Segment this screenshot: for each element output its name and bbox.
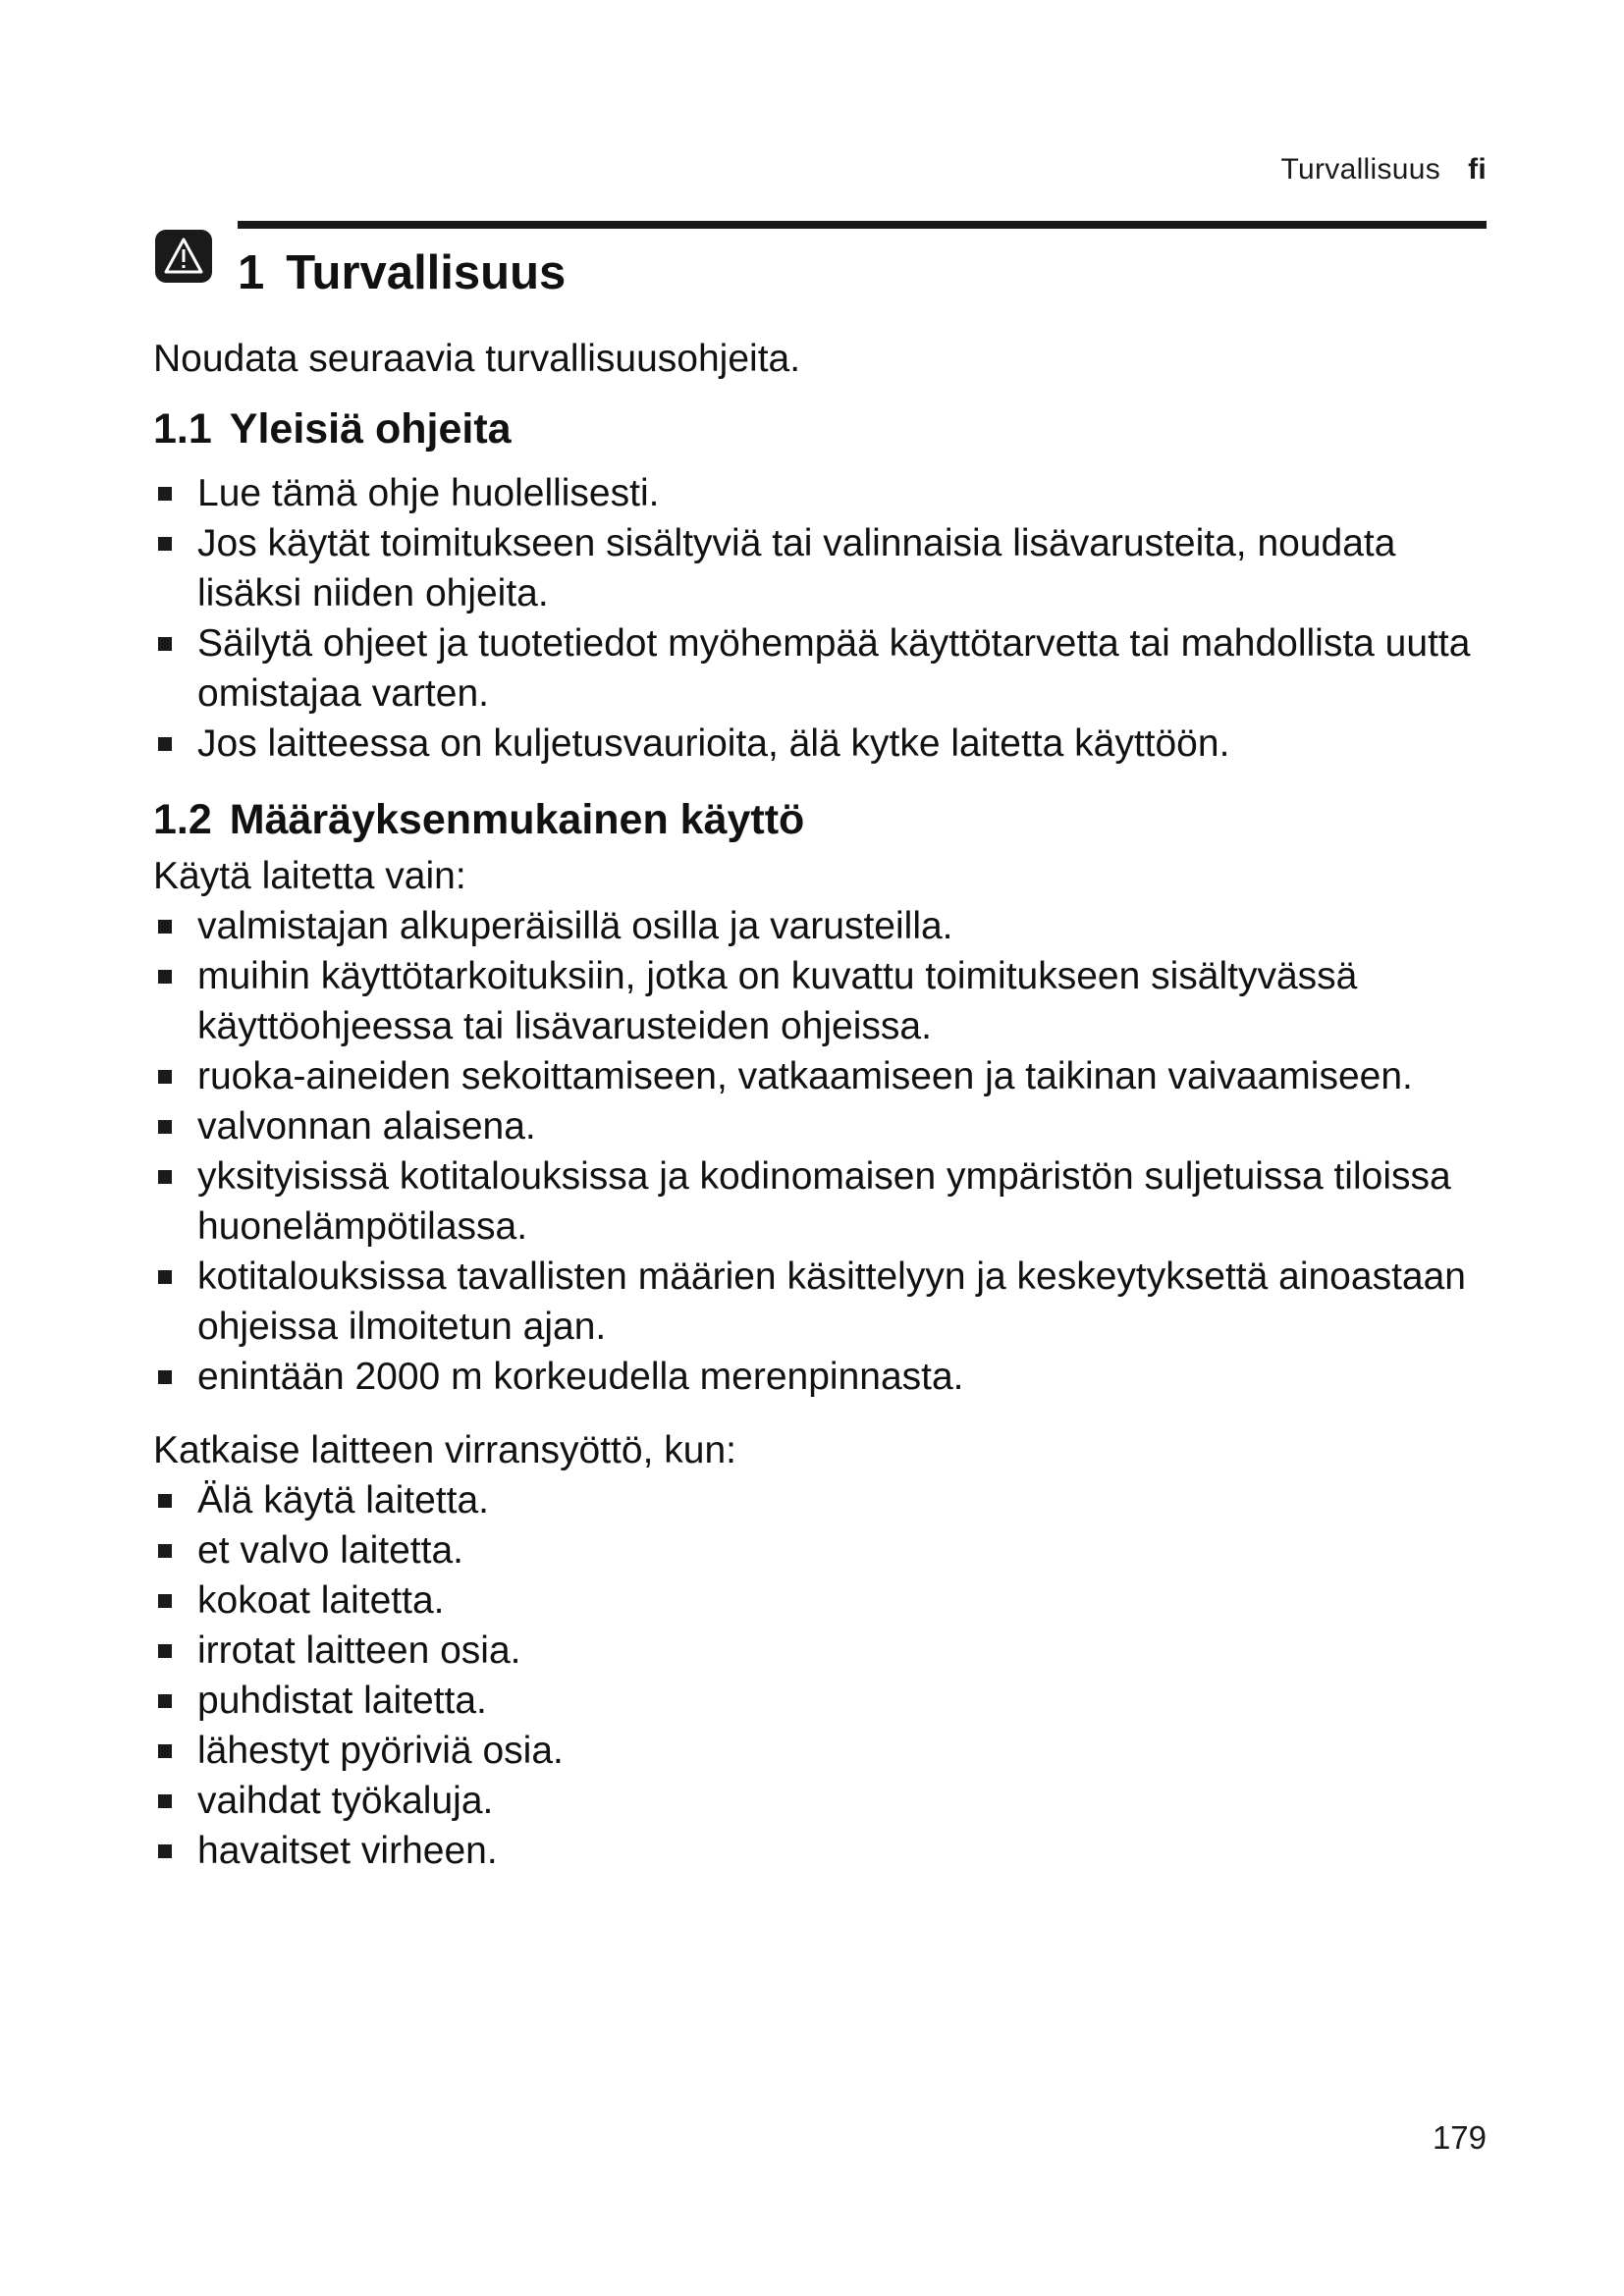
running-header-section: Turvallisuus: [1280, 153, 1441, 186]
list-item: puhdistat laitetta.: [153, 1676, 1489, 1726]
general-instructions-list: [153, 468, 1489, 769]
list-item: irrotat laitteen osia.: [153, 1626, 1489, 1676]
language-code: fi: [1468, 153, 1487, 186]
list-item: Jos laitteessa on kuljetusvaurioita, älä kytke laitetta käyttöön.: [153, 719, 1489, 769]
section-heading-general: [153, 401, 1489, 456]
list-item: valvonnan alaisena.: [153, 1101, 1489, 1151]
list-item: muihin käyttötarkoituksiin, jotka on kuvattu toimitukseen sisältyvässä käyttöohjeessa tai lisävarusteiden ohjeissa.: [153, 951, 1489, 1051]
chapter-rule: [238, 221, 1487, 229]
list-item: yksityisissä kotitalouksissa ja kodinomaisen ympäristön suljetuissa tiloissa huonelämpötilassa.: [153, 1151, 1489, 1252]
disconnect-list: [153, 1475, 1489, 1876]
chapter-title-text: Turvallisuus: [286, 246, 567, 299]
section-title: Määräyksenmukainen käyttö: [229, 796, 805, 843]
section-number: 1.1: [153, 405, 212, 453]
chapter-title: [238, 243, 566, 302]
list-item: Säilytä ohjeet ja tuotetiedot myöhempää käyttötarvetta tai mahdollista uutta omistajaa varten.: [153, 618, 1489, 719]
section-number: 1.2: [153, 796, 212, 843]
use-intro: Käytä laitetta vain:: [153, 855, 466, 897]
list-item: Jos käytät toimitukseen sisältyviä tai valinnaisia lisävarusteita, noudata lisäksi niiden ohjeita.: [153, 518, 1489, 618]
list-item: ruoka-aineiden sekoittamiseen, vatkaamiseen ja taikinan vaivaamiseen.: [153, 1051, 1489, 1101]
list-item: havaitset virheen.: [153, 1826, 1489, 1876]
warning-triangle-icon: [153, 228, 214, 285]
list-item: enintään 2000 m korkeudella merenpinnasta.: [153, 1352, 1489, 1402]
running-header: [1281, 153, 1487, 187]
list-item: kotitalouksissa tavallisten määrien käsittelyyn ja keskeytyksettä ainoastaan ohjeissa ilmoitetun ajan.: [153, 1252, 1489, 1352]
page-number: 179: [1432, 2119, 1487, 2156]
list-item: kokoat laitetta.: [153, 1575, 1489, 1626]
chapter-number: 1: [238, 246, 265, 299]
list-item: lähestyt pyöriviä osia.: [153, 1726, 1489, 1776]
chapter-intro: Noudata seuraavia turvallisuusohjeita.: [153, 338, 801, 380]
list-item: et valvo laitetta.: [153, 1525, 1489, 1575]
disconnect-intro: Katkaise laitteen virransyöttö, kun:: [153, 1429, 736, 1471]
section-title: Yleisiä ohjeita: [229, 405, 512, 453]
list-item: Lue tämä ohje huolellisesti.: [153, 468, 1489, 518]
intended-use-list: [153, 901, 1489, 1402]
list-item: Älä käytä laitetta.: [153, 1475, 1489, 1525]
list-item: valmistajan alkuperäisillä osilla ja varusteilla.: [153, 901, 1489, 951]
list-item: vaihdat työkaluja.: [153, 1776, 1489, 1826]
content: [153, 334, 1489, 1876]
section-heading-intended-use: [153, 792, 1489, 847]
